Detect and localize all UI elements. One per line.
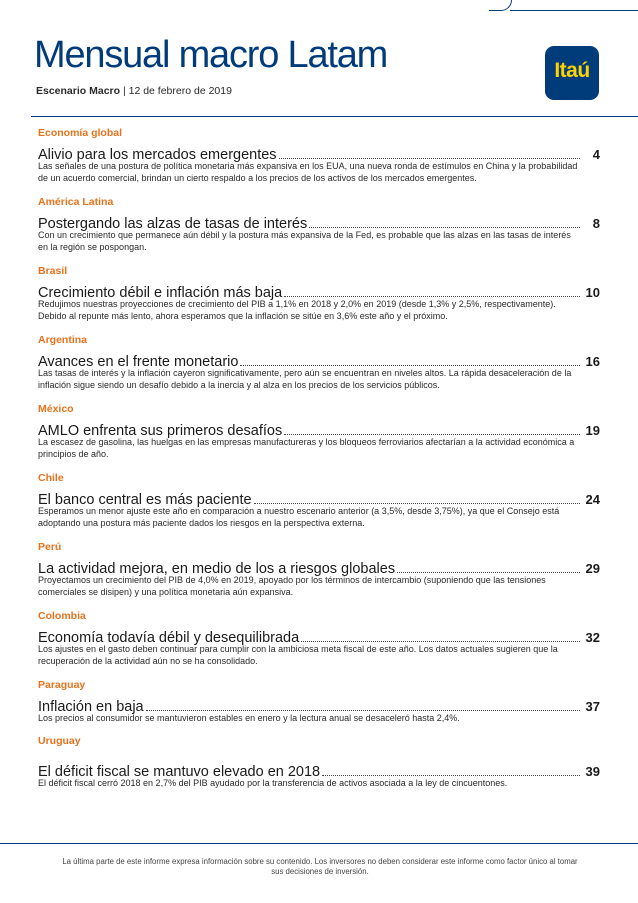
toc-description: Las señales de una postura de política monetaria más expansiva en los EUA, una nueva ronda de estímulos en China y la probabilidad de un acuerdo comercial, brindan un cierto respaldo a los precios de los activos de los mercados emergentes.: [38, 161, 578, 183]
toc-leader-dots: [240, 348, 580, 366]
toc-heading-row: [38, 555, 600, 577]
toc-title[interactable]: Crecimiento débil e inflación más baja: [38, 285, 283, 301]
toc-title[interactable]: Inflación en baja: [38, 699, 144, 715]
toc-region: México: [38, 403, 74, 415]
toc-title[interactable]: La actividad mejora, en medio de los a riesgos globales: [38, 561, 396, 577]
toc-leader-dots: [301, 624, 580, 642]
subtitle-separator: |: [120, 85, 129, 97]
toc-page-number[interactable]: 8: [592, 216, 600, 231]
toc-region: Economía global: [38, 127, 123, 139]
toc-region: Paraguay: [38, 679, 86, 691]
toc-page-number[interactable]: 32: [585, 630, 600, 645]
toc-description: Las tasas de interés y la inflación cayeron significativamente, pero aún se encuentran en niveles altos. La rápida desaceleración de la inflación sigue siendo un desafío debido a la inercia y al alza en los precios de los servicios públicos.: [38, 368, 572, 390]
toc-leader-dots: [309, 210, 580, 228]
toc-region: Argentina: [38, 334, 88, 346]
footer-divider: [0, 843, 638, 844]
subtitle-scenario: Escenario Macro: [36, 85, 121, 97]
toc-leader-dots: [397, 555, 580, 573]
toc-entry-uruguay[interactable]: [38, 735, 600, 804]
toc-heading-row: [38, 210, 600, 232]
toc-page-number[interactable]: 24: [585, 492, 600, 507]
toc-description: Redujimos nuestras proyecciones de crecimiento del PIB a 1,1% en 2018 y 2,0% en 2019 (desde 1,3% y 2,5%, respectivamente). Debido al repunte más lento, ahora esperamos que la inflación se sitúe en 3,6% este año y el próximo.: [38, 299, 556, 321]
report-subtitle: [36, 85, 232, 97]
toc-description: Proyectamos un crecimiento del PIB de 4,0% en 2019, apoyado por los términos de intercambio (suponiendo que las tensiones comerciales se disipen) y una política monetaria aún expansiva.: [38, 575, 546, 597]
header-top-line: [510, 10, 638, 11]
toc-leader-dots: [254, 486, 580, 504]
toc-region: Perú: [38, 541, 62, 553]
toc-heading-row: [38, 348, 600, 370]
toc-title[interactable]: Alivio para los mercados emergentes: [38, 147, 277, 163]
toc-entry-economia-global[interactable]: [38, 127, 600, 196]
toc-title[interactable]: Postergando las alzas de tasas de interés: [38, 216, 308, 232]
subtitle-date: 12 de febrero de 2019: [128, 85, 232, 97]
toc-entry-paraguay[interactable]: [38, 679, 600, 735]
toc-entry-argentina[interactable]: [38, 334, 600, 403]
toc-title[interactable]: Economía todavía débil y desequilibrada: [38, 630, 300, 646]
toc-region: Uruguay: [38, 735, 81, 747]
toc-heading-row: [38, 279, 600, 301]
page-footer: [0, 843, 638, 903]
toc-entry-peru[interactable]: [38, 541, 600, 610]
toc-description: La escasez de gasolina, las huelgas en las empresas manufactureras y los bloqueos ferroviarios afectarían a la actividad económica a principios de año.: [38, 437, 575, 459]
header-corner-line: [489, 0, 512, 11]
header-divider: [31, 116, 638, 117]
toc-description: Los ajustes en el gasto deben continuar para cumplir con la ambiciosa meta fiscal de este año. Los datos actuales sugieren que la recuperación de la actividad aún no se ha consolidado.: [38, 644, 558, 666]
report-title: Mensual macro Latam: [34, 34, 388, 76]
toc-title[interactable]: El banco central es más paciente: [38, 492, 252, 508]
toc-page-number[interactable]: 29: [585, 561, 600, 576]
table-of-contents: [38, 127, 600, 804]
toc-heading-row: [38, 624, 600, 646]
toc-heading-row: [38, 758, 600, 780]
toc-description: El déficit fiscal cerró 2018 en 2,7% del PIB ayudado por la transferencia de activos asociada a la ley de cincuentones.: [38, 778, 508, 788]
toc-title[interactable]: Avances en el frente monetario: [38, 354, 239, 370]
toc-entry-chile[interactable]: [38, 472, 600, 541]
toc-leader-dots: [322, 758, 580, 776]
toc-title[interactable]: El déficit fiscal se mantuvo elevado en 2018: [38, 764, 321, 780]
itau-logo: [545, 46, 599, 100]
toc-entry-brasil[interactable]: [38, 265, 600, 334]
toc-page-number[interactable]: 10: [585, 285, 600, 300]
toc-region: Brasil: [38, 265, 68, 277]
toc-leader-dots: [146, 693, 580, 711]
toc-page-number[interactable]: 19: [585, 423, 600, 438]
toc-page-number[interactable]: 16: [585, 354, 600, 369]
toc-page-number[interactable]: 4: [592, 147, 600, 162]
toc-heading-row: [38, 417, 600, 439]
toc-entry-america-latina[interactable]: [38, 196, 600, 265]
footer-disclaimer: La última parte de este informe expresa información sobre su contenido. Los inversores no deben considerar este informe como factor único al tomar sus decisiones de inversión.: [62, 857, 578, 876]
toc-description: Esperamos un menor ajuste este año en comparación a nuestro escenario anterior (a 3,5%, desde 3,75%), ya que el Consejo está adoptando una postura más paciente dados los riesgos en la perspectiva externa.: [38, 506, 560, 528]
report-header: [0, 0, 638, 120]
toc-region: Colombia: [38, 610, 86, 622]
toc-description: Los precios al consumidor se mantuvieron estables en enero y la lectura anual se desaceleró hasta 2,4%.: [38, 713, 460, 723]
toc-heading-row: [38, 141, 600, 163]
toc-title[interactable]: AMLO enfrenta sus primeros desafíos: [38, 423, 283, 439]
toc-leader-dots: [284, 417, 580, 435]
toc-page-number[interactable]: 37: [585, 699, 600, 714]
toc-page-number[interactable]: 39: [585, 764, 600, 779]
toc-region: América Latina: [38, 196, 114, 208]
toc-leader-dots: [279, 141, 580, 159]
toc-leader-dots: [284, 279, 580, 297]
toc-heading-row: [38, 693, 600, 715]
logo-text: Itaú: [554, 59, 590, 82]
toc-description: Con un crecimiento que permanece aún débil y la postura más expansiva de la Fed, es probable que las alzas en las tasas de interés en la región se pospongan.: [38, 230, 571, 252]
toc-heading-row: [38, 486, 600, 508]
toc-entry-colombia[interactable]: [38, 610, 600, 679]
toc-entry-mexico[interactable]: [38, 403, 600, 472]
toc-region: Chile: [38, 472, 64, 484]
